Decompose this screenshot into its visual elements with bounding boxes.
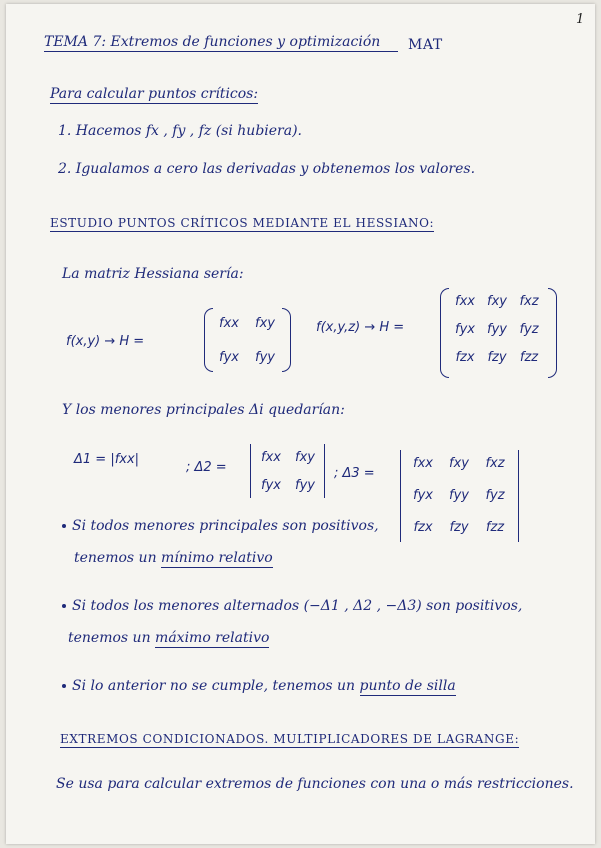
matrix-cell: fzx [455,350,475,365]
matrix-cell: fxz [519,294,539,309]
bullet-maximo [62,598,522,614]
matrix-cell: fzx [413,520,433,535]
hessian-2x2-function: f(x,y) → H = [66,334,145,349]
minimo-line [74,550,273,566]
matrix-cell: fxy [295,450,315,465]
maximo-line [68,630,269,646]
criticos-step-1: 1. Hacemos fx , fy , fz (si hubiera). [58,123,302,139]
matrix-cell: fyz [519,322,539,337]
determinant-bar [400,450,401,542]
matrix-cell: fzz [485,520,505,535]
determinant-bar [250,444,251,498]
matrix-cell: fxz [485,456,505,471]
matrix-cell: fyy [295,478,315,493]
right-paren [548,288,557,378]
text: tenemos un [74,550,162,566]
matrix-cell: fyy [255,350,275,365]
criticos-step-2: 2. Igualamos a cero las derivadas y obtenemos los valores. [58,161,476,177]
bullet-text: Si lo anterior no se cumple, tenemos un [72,678,360,694]
matrix-cell: fxy [255,316,275,331]
matrix-cell: fyx [261,478,281,493]
delta-3-label: ; Δ3 = [334,466,375,481]
matrix-cell: fzz [519,350,539,365]
matrix-cell: fxy [487,294,507,309]
matrix-cell: fxx [219,316,239,331]
text: tenemos un [68,630,156,646]
matrix-cell: fxx [455,294,475,309]
minimo-relativo-term: mínimo relativo [161,550,273,566]
matrix-cell: fzy [449,520,469,535]
matrix-cell: fyx [413,488,433,503]
punto-de-silla-term: punto de silla [359,678,456,694]
criticos-heading: Para calcular puntos críticos: [50,86,259,102]
matrix-cell: fyx [219,350,239,365]
delta-1: Δ1 = |fxx| [74,452,140,467]
hessian-3x3-function: f(x,y,z) → H = [316,320,405,335]
matrix-cell: fxx [413,456,433,471]
minors-intro: Y los menores principales Δi quedarían: [62,402,345,418]
page-title: TEMA 7: Extremos de funciones y optimización [44,34,398,52]
maximo-relativo-term: máximo relativo [155,630,270,646]
bullet-minimo [62,518,379,534]
determinant-bar [518,450,519,542]
hessiano-heading: ESTUDIO PUNTOS CRÍTICOS MEDIANTE EL HESSIANO: [50,216,435,230]
subject-label: MAT [408,37,443,53]
bullet-text: Si todos menores principales son positivos, [72,518,379,534]
page-number: 1 [576,12,585,27]
lagrange-heading: EXTREMOS CONDICIONADOS. MULTIPLICADORES DE LAGRANGE: [60,732,520,746]
determinant-bar [324,444,325,498]
bullet-dot [62,684,66,688]
matrix-cell: fzy [487,350,507,365]
delta-2-label: ; Δ2 = [186,460,227,475]
matrix-cell: fxy [449,456,469,471]
bullet-dot [62,524,66,528]
bullet-silla [62,678,456,694]
bullet-text: Si todos los menores alternados (−Δ1 , Δ2 , −Δ3) son positivos, [72,598,523,614]
matrix-cell: fyx [455,322,475,337]
bullet-dot [62,604,66,608]
matrix-cell: fyz [485,488,505,503]
matrix-cell: fxx [261,450,281,465]
lagrange-text: Se usa para calcular extremos de funciones con una o más restricciones. [56,776,574,792]
notebook-page [6,4,595,844]
right-paren [282,308,291,372]
hessiana-intro: La matriz Hessiana sería: [62,266,244,282]
matrix-cell: fyy [449,488,469,503]
matrix-cell: fyy [487,322,507,337]
